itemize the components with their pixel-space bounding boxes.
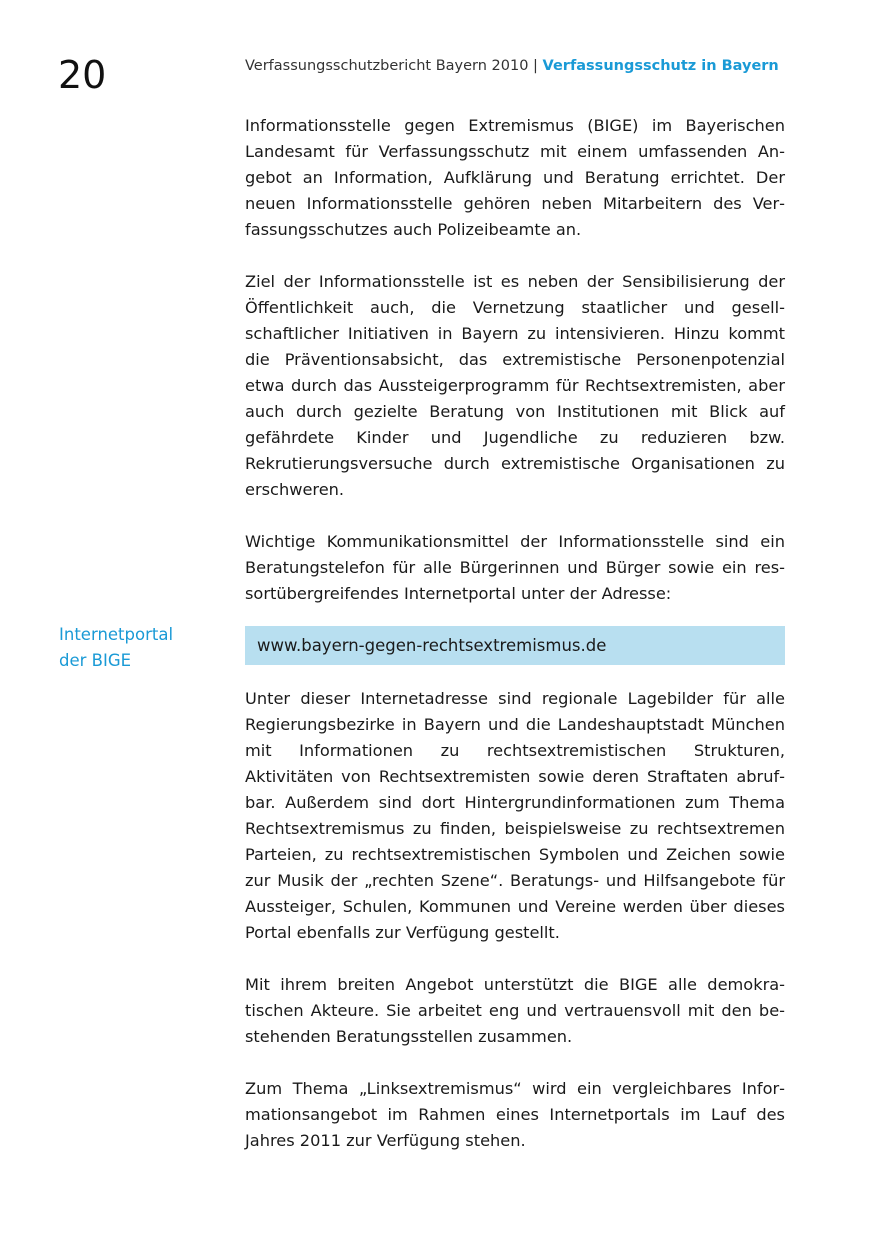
margin-note [59, 622, 229, 674]
header-separator: | [533, 58, 538, 74]
margin-note-line-1: Internetportal [59, 625, 174, 644]
page-number: 20 [58, 53, 107, 97]
paragraph-communication: Wichtige Kommunikationsmittel der Informationsstelle sind ein Beratungstelefon für alle Bürgerinnen und Bürger sowie ein ressortübergreifendes Internetportal unter der Adresse: [245, 532, 785, 603]
section-title: Verfassungsschutz in Bayern [542, 58, 779, 74]
publication-title: Verfassungsschutzbericht Bayern 2010 [245, 58, 529, 74]
paragraph-goals: Ziel der Informationsstelle ist es neben der Sensibilisierung der Öffentlichkeit auch, die Vernetzung staatlicher und gesellschaftlicher Initiativen in Bayern zu intensivieren. Hinzu kommt die Präventionsabsicht, das extremistische Personenpotenzial etwa durch das Aussteigerprogramm für Rechtsextremisten, aber auch durch gezielte Beratung von Institutionen mit Blick auf gefährdete Kinder und Jugendliche zu reduzieren bzw. Rekrutierungsversuche durch extremistische Organisationen zu erschweren. [245, 272, 785, 499]
paragraph-support: Mit ihrem breiten Angebot unterstützt die BIGE alle demokratischen Akteure. Sie arbeitet eng und vertrauensvoll mit den bestehenden Beratungsstellen zusammen. [245, 975, 785, 1046]
margin-note-line-2: der BIGE [59, 651, 132, 670]
paragraph-left-extremism: Zum Thema „Linksextremismus“ wird ein vergleichbares Informationsangebot im Rahmen eines Internetportals im Lauf des Jahres 2011 zur Verfügung stehen. [245, 1079, 785, 1150]
running-header [245, 56, 779, 76]
paragraph-portal-content: Unter dieser Internetadresse sind regionale Lagebilder für alle Regierungsbezirke in Bayern und die Landeshauptstadt München mit Informationen zu rechtsextremistischen Strukturen, Aktivitäten von Rechtsextremisten sowie deren Straftaten abrufbar. Außerdem sind dort Hintergrundinformationen zum Thema Rechtsextremismus zu finden, beispielsweise zu rechtsextremen Parteien, zu rechtsextremistischen Symbolen und Zeichen sowie zur Musik der „rechten Szene“. Beratungs- und Hilfsangebote für Aussteiger, Schulen, Kommunen und Vereine werden über dieses Portal ebenfalls zur Verfügung gestellt. [245, 689, 785, 942]
portal-url-box: www.bayern-gegen-rechtsextremismus.de [245, 626, 785, 665]
paragraph-bige-intro: Informationsstelle gegen Extremismus (BIGE) im Bayerischen Landesamt für Verfassungsschutz mit einem umfassenden Angebot an Information, Aufklärung und Beratung errichtet. Der neuen Informationsstelle gehören neben Mitarbeitern des Verfassungsschutzes auch Polizeibeamte an. [245, 116, 785, 239]
body-text [245, 113, 785, 1180]
